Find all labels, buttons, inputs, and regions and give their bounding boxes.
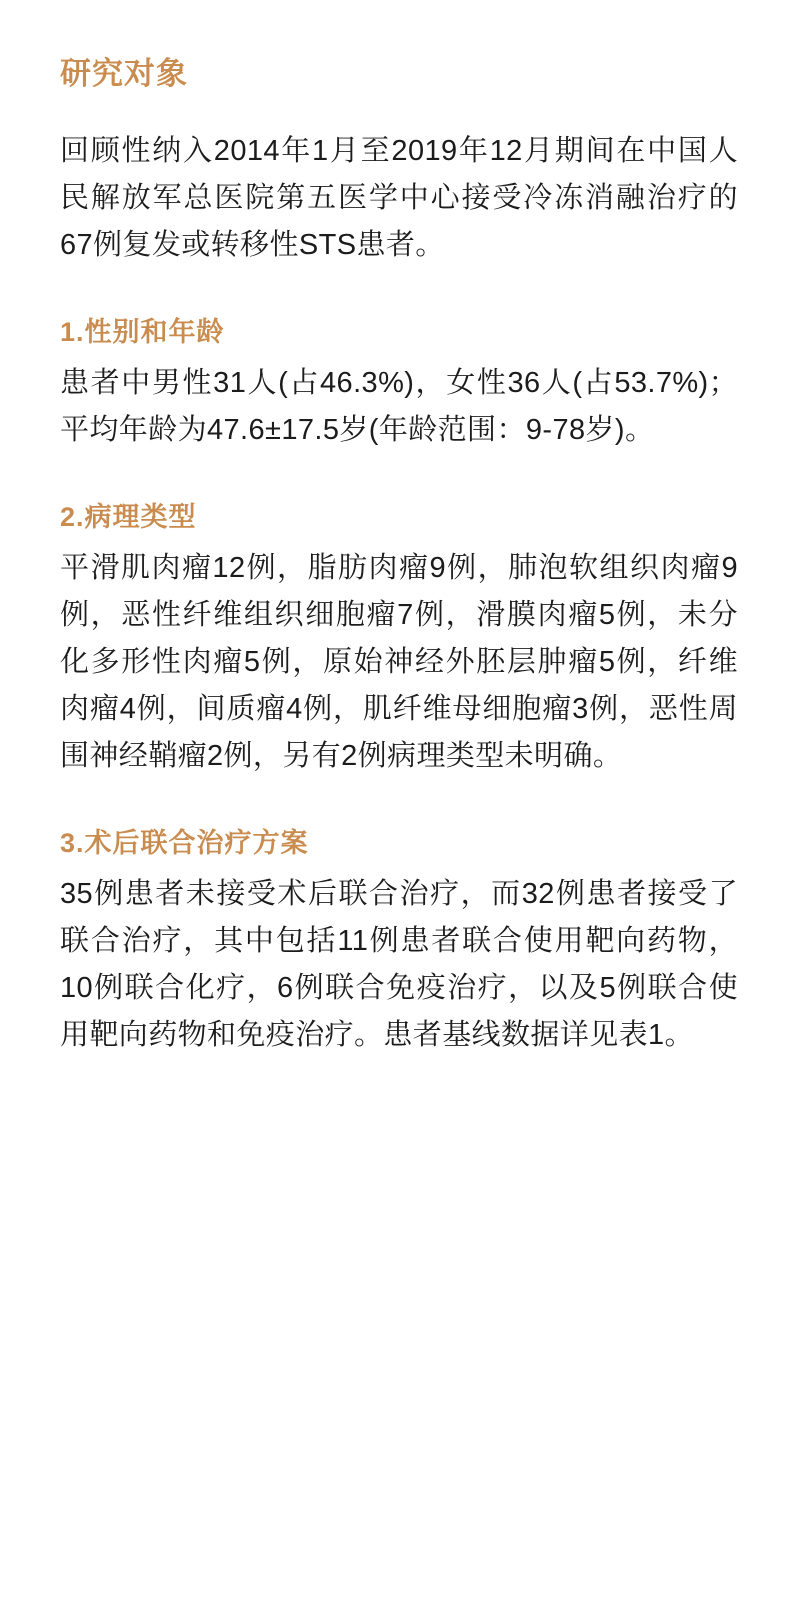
section-pathology-type — [60, 500, 738, 780]
section-adjuvant-therapy — [60, 826, 738, 1059]
intro-paragraph: 回顾性纳入2014年1月至2019年12月期间在中国人民解放军总医院第五医学中心接受冷冻消融治疗的67例复发或转移性STS患者。 — [60, 135, 738, 262]
section-heading-adjuvant-therapy: 3.术后联合治疗方案 — [60, 828, 309, 859]
section-heading-gender-age: 1.性别和年龄 — [60, 317, 225, 348]
intro-block — [60, 128, 738, 269]
section-paragraph-gender-age: 患者中男性31人(占46.3%)，女性36人(占53.7%)；平均年龄为47.6±17.5岁(年龄范围：9-78岁)。 — [60, 367, 738, 447]
section-gender-age — [60, 315, 738, 454]
section-paragraph-pathology-type: 平滑肌肉瘤12例，脂肪肉瘤9例，肺泡软组织肉瘤9例，恶性纤维组织细胞瘤7例，滑膜肉瘤5例，未分化多形性肉瘤5例，原始神经外胚层肿瘤5例，纤维肉瘤4例，间质瘤4例，肌纤维母细胞瘤3例，恶性周围神经鞘瘤2例，另有2例病理类型未明确。 — [60, 552, 738, 773]
section-heading-pathology-type: 2.病理类型 — [60, 502, 197, 533]
section-paragraph-adjuvant-therapy: 35例患者未接受术后联合治疗，而32例患者接受了联合治疗，其中包括11例患者联合使用靶向药物，10例联合化疗，6例联合免疫治疗，以及5例联合使用靶向药物和免疫治疗。患者基线数据详见表1。 — [60, 878, 738, 1052]
page-title: 研究对象 — [60, 56, 188, 91]
